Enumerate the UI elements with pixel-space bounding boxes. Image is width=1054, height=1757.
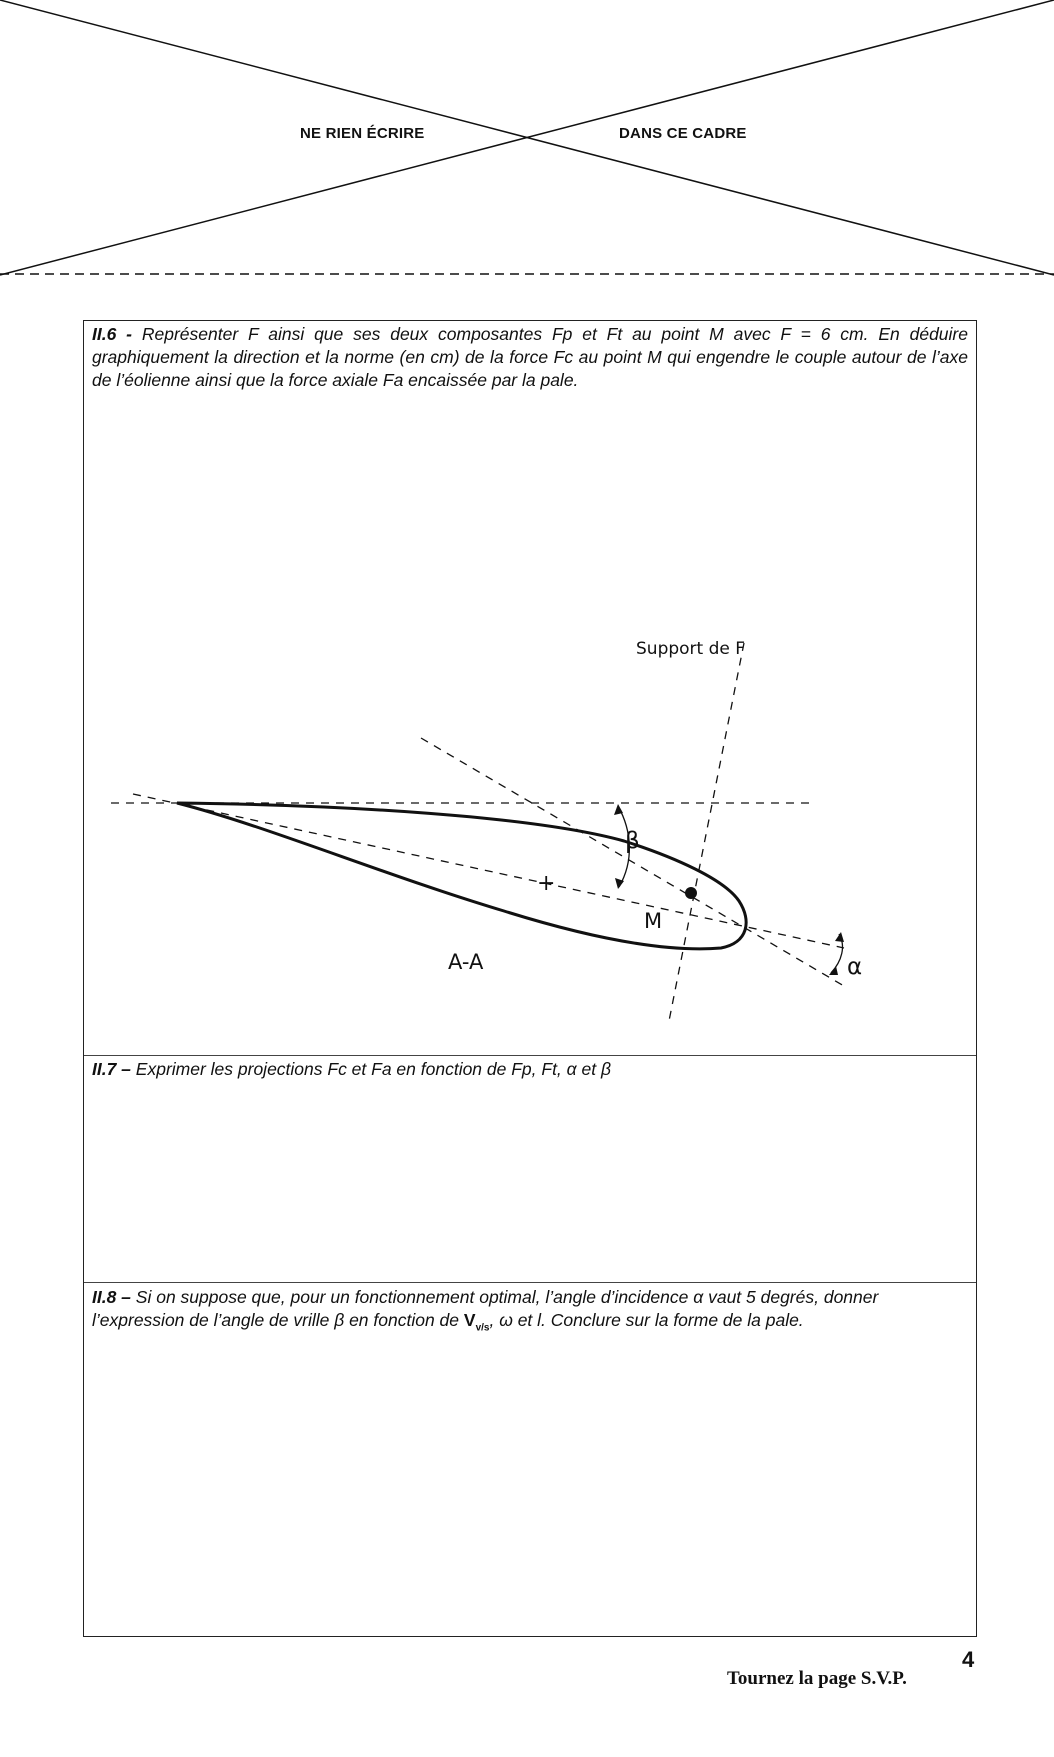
velocity-letter: V: [463, 1310, 476, 1330]
question-ii6-number: II.6 -: [92, 324, 132, 344]
question-ii7-text: Exprimer les projections Fc et Fa en fonction de Fp, Ft, α et β: [130, 1059, 611, 1079]
alpha-arrow-bottom: [829, 966, 838, 975]
page-number: 4: [962, 1647, 975, 1672]
alpha-label: α: [847, 954, 863, 980]
point-m-label: M: [644, 909, 663, 933]
turn-page-note: Tournez la page S.V.P.: [727, 1668, 907, 1689]
question-ii8-number: II.8 –: [92, 1287, 131, 1307]
answer-frame: [83, 320, 977, 1637]
force-support-line: [669, 643, 744, 1021]
no-write-text-right: DANS CE CADRE: [619, 125, 747, 142]
support-of-f-label: Support de F: [636, 639, 746, 659]
beta-label: β: [625, 828, 640, 854]
center-mark: +: [537, 871, 556, 896]
point-m-dot: [685, 887, 697, 899]
question-ii8: [92, 1286, 968, 1340]
question-ii8-text-after: , ω et l. Conclure sur la forme de la pale.: [489, 1310, 804, 1330]
no-write-zone-cross: [0, 0, 1054, 280]
alpha-arrow-top: [835, 932, 844, 942]
separator-ii7: [84, 1055, 976, 1056]
velocity-symbol: [463, 1310, 490, 1334]
question-ii7: [92, 1058, 968, 1081]
tangent-line: [421, 738, 844, 986]
no-write-text-left: NE RIEN ÉCRIRE: [300, 125, 425, 142]
velocity-subscript: v/s: [475, 1322, 490, 1334]
airfoil-section-figure: [84, 321, 978, 1055]
separator-ii8: [84, 1282, 976, 1283]
question-ii8-text-before: Si on suppose que, pour un fonctionnement optimal, l’angle d’incidence α vaut 5 degrés, donner l’expression de l’angle de vrille β en fonction de: [92, 1287, 879, 1330]
section-aa-label: A-A: [448, 950, 484, 974]
question-ii7-number: II.7 –: [92, 1059, 131, 1079]
chord-line: [133, 794, 844, 948]
question-ii6-text: Représenter F ainsi que ses deux composantes Fp et Ft au point M avec F = 6 cm. En déduire graphiquement la direction et la norme (en cm) de la force Fc au point M qui engendre le couple autour de l’axe de l’éolienne ainsi que la force axiale Fa encaissée par la pale.: [92, 324, 968, 390]
